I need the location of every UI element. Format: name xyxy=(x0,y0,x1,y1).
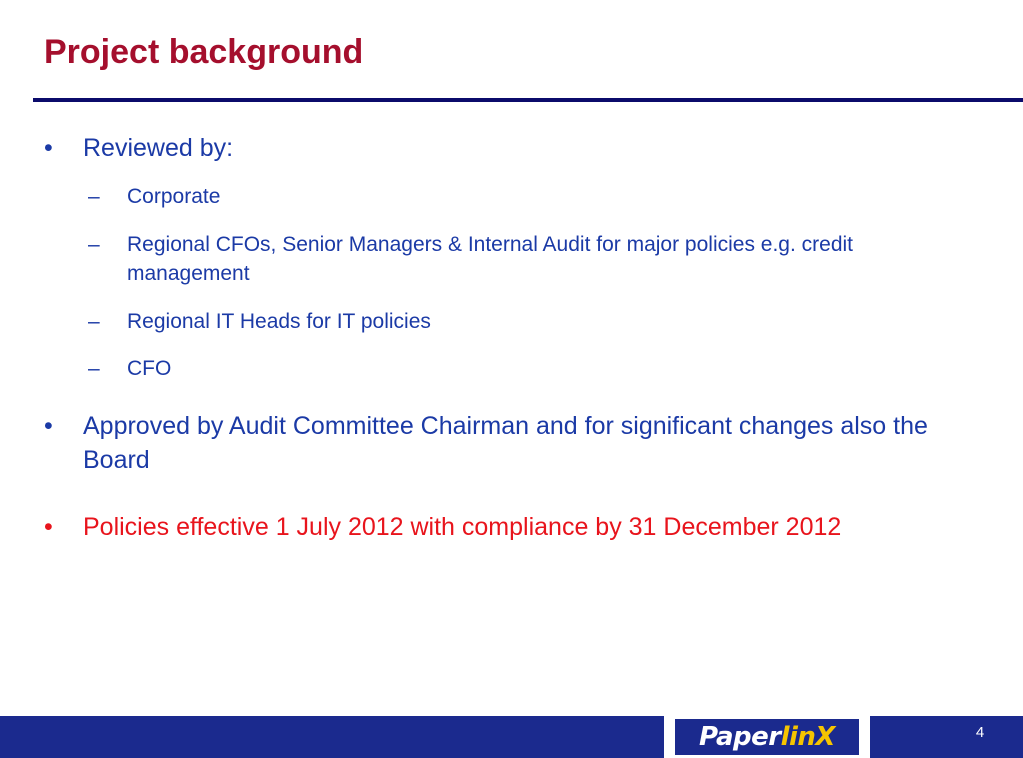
paperlinx-logo xyxy=(664,716,870,758)
bullet-mark: • xyxy=(44,412,53,440)
bullet-text: Reviewed by: xyxy=(83,134,234,162)
bullet-mark: • xyxy=(44,513,53,541)
sub-item-text: Corporate xyxy=(127,185,221,208)
sub-item-text: CFO xyxy=(127,357,172,380)
sub-item-mark: – xyxy=(88,310,100,333)
logo-text-linx: linX xyxy=(780,722,835,752)
sub-item-mark: – xyxy=(88,185,100,208)
sub-item-mark: – xyxy=(88,357,100,380)
logo-badge xyxy=(675,719,859,755)
slide-title: Project background xyxy=(44,33,364,71)
sub-item-text: Regional CFOs, Senior Managers & Internal Audit for major policies e.g. credit management xyxy=(127,233,854,285)
bullet-mark: • xyxy=(44,134,53,162)
bullet-text: Approved by Audit Committee Chairman and for significant changes also the Board xyxy=(83,412,928,474)
logo-text-paper: Paper xyxy=(699,722,781,752)
sub-item-text: Regional IT Heads for IT policies xyxy=(127,310,431,333)
page-number: 4 xyxy=(975,724,985,741)
bullet-text: Policies effective 1 July 2012 with compliance by 31 December 2012 xyxy=(83,513,842,541)
sub-item-mark: – xyxy=(88,233,100,256)
